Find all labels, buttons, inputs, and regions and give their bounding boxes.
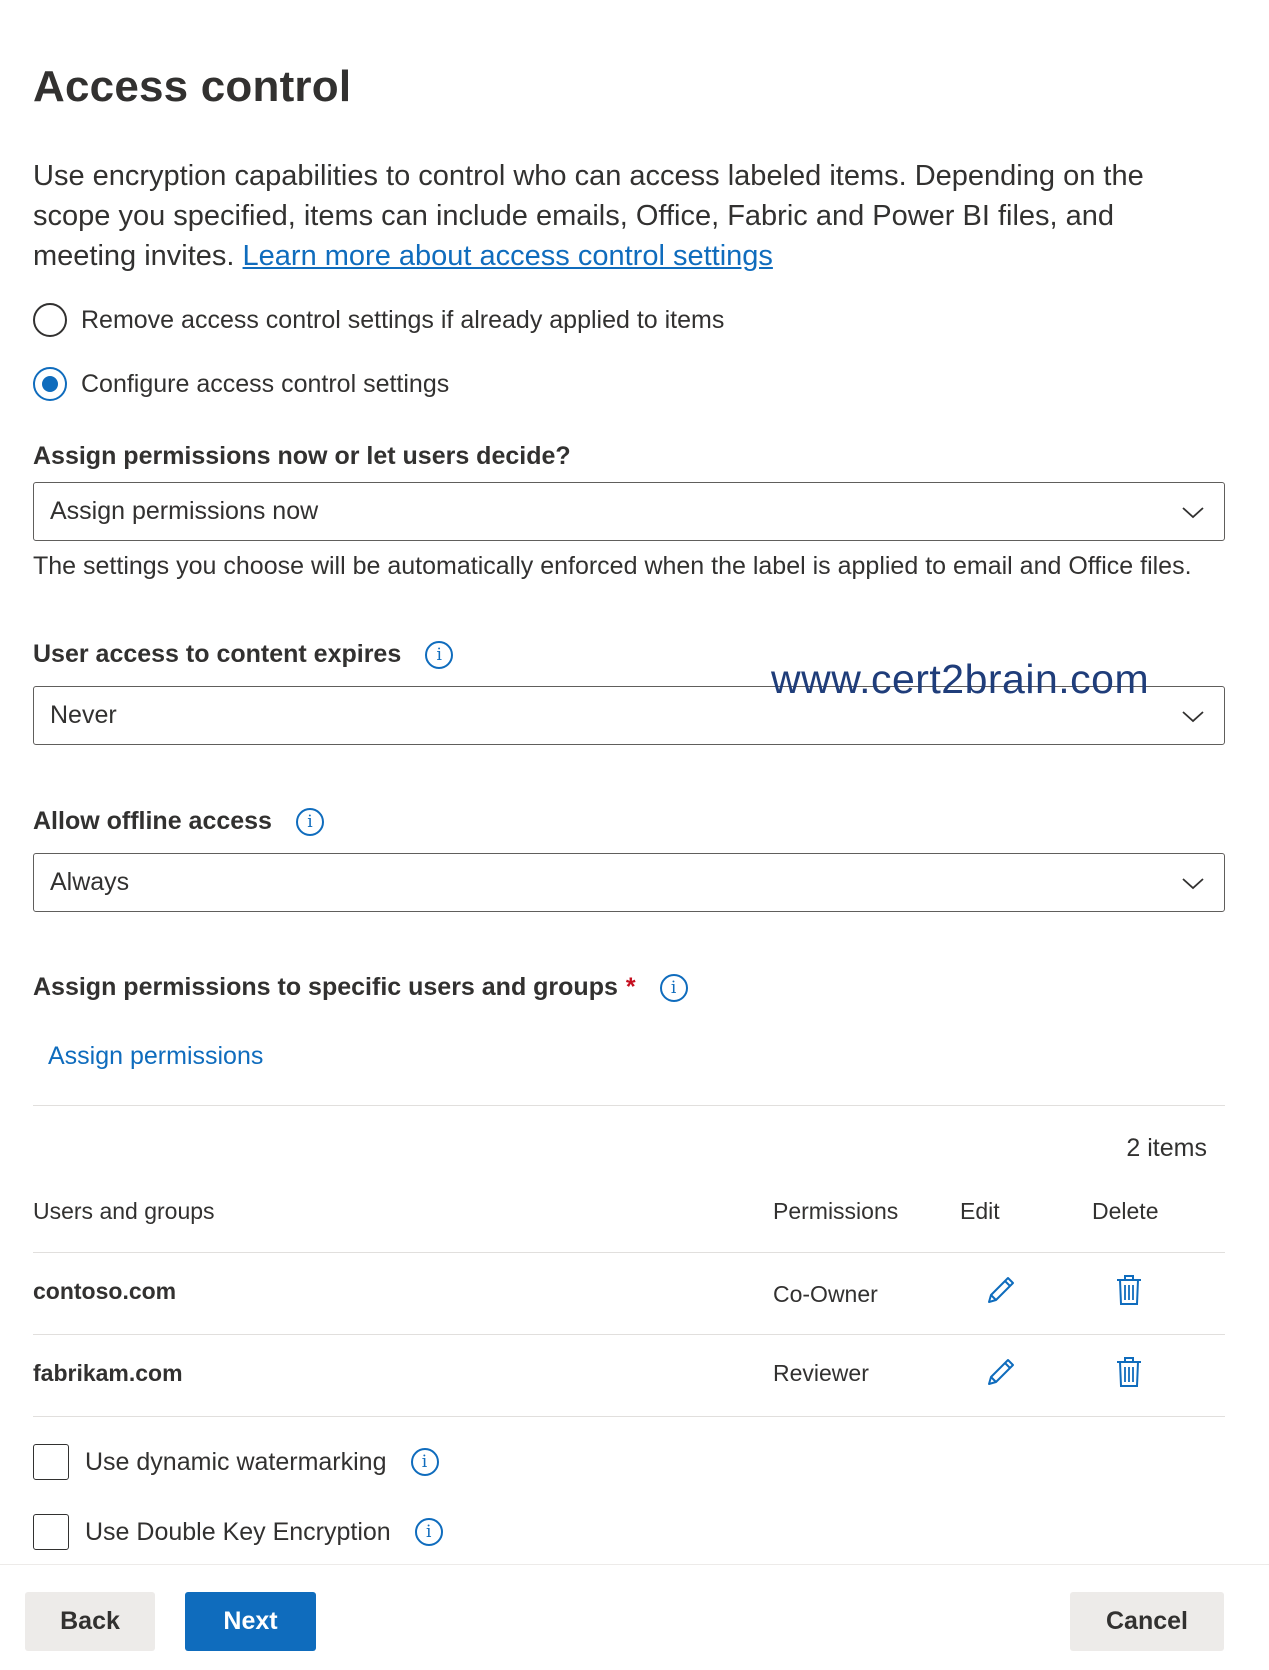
- learn-more-link[interactable]: Learn more about access control settings: [242, 240, 773, 272]
- info-icon[interactable]: i: [425, 641, 453, 669]
- radio-configure-settings[interactable]: [33, 367, 449, 401]
- chevron-down-icon: [1180, 870, 1206, 896]
- assign-mode-dropdown[interactable]: [33, 482, 1225, 541]
- radio-label-configure: Configure access control settings: [81, 369, 450, 398]
- page-title: Access control: [33, 62, 352, 111]
- dynamic-watermarking-checkbox[interactable]: [33, 1444, 69, 1480]
- offline-label: [33, 807, 324, 836]
- offline-dropdown[interactable]: [33, 853, 1225, 912]
- assign-permissions-link[interactable]: Assign permissions: [48, 1042, 264, 1070]
- footer-divider: [0, 1564, 1269, 1565]
- description-text: Use encryption capabilities to control who can access labeled items. Depending on the scope you specified, items can include emails, Office, Fabric and Power BI files, and meeting invites.: [33, 160, 1144, 272]
- row-permission: Reviewer: [773, 1360, 869, 1386]
- expiry-value: Never: [50, 701, 117, 729]
- expiry-label-text: User access to content expires: [33, 640, 402, 668]
- offline-value: Always: [50, 868, 130, 896]
- divider: [33, 1105, 1225, 1106]
- assign-mode-value: Assign permissions now: [50, 497, 319, 525]
- chevron-down-icon: [1180, 499, 1206, 525]
- chevron-down-icon: [1180, 703, 1206, 729]
- radio-remove-settings[interactable]: [33, 303, 724, 337]
- radio-button-configure[interactable]: [33, 367, 67, 401]
- double-key-encryption-checkbox[interactable]: [33, 1514, 69, 1550]
- watermark-text: www.cert2brain.com: [771, 656, 1150, 702]
- info-icon[interactable]: i: [296, 808, 324, 836]
- row-user: fabrikam.com: [33, 1360, 183, 1386]
- pencil-icon[interactable]: [983, 1354, 1019, 1390]
- column-header-edit: Edit: [960, 1198, 1000, 1224]
- trash-icon[interactable]: [1111, 1272, 1147, 1308]
- back-button[interactable]: Back: [25, 1592, 155, 1651]
- row-user: contoso.com: [33, 1278, 177, 1304]
- info-icon[interactable]: i: [660, 974, 688, 1002]
- divider: [33, 1334, 1225, 1335]
- permissions-section-label: [33, 973, 688, 1002]
- info-icon[interactable]: i: [411, 1448, 439, 1476]
- trash-icon[interactable]: [1111, 1354, 1147, 1390]
- next-button[interactable]: Next: [185, 1592, 316, 1651]
- pencil-icon[interactable]: [983, 1272, 1019, 1308]
- assign-mode-label-text: Assign permissions now or let users decide?: [33, 442, 571, 470]
- page-description: [33, 156, 1223, 276]
- permissions-section-label-text: Assign permissions to specific users and groups: [33, 973, 618, 1001]
- radio-button-remove[interactable]: [33, 303, 67, 337]
- expiry-label: [33, 640, 453, 669]
- radio-label-remove: Remove access control settings if already applied to items: [81, 305, 725, 334]
- column-header-users: Users and groups: [33, 1198, 215, 1224]
- dynamic-watermarking-label: Use dynamic watermarking: [85, 1447, 387, 1476]
- cancel-button[interactable]: Cancel: [1070, 1592, 1224, 1651]
- assign-mode-label: [33, 442, 571, 471]
- info-icon[interactable]: i: [415, 1518, 443, 1546]
- double-key-encryption-label: Use Double Key Encryption: [85, 1517, 391, 1546]
- double-key-encryption-option[interactable]: [33, 1514, 443, 1550]
- column-header-delete: Delete: [1092, 1198, 1159, 1224]
- dynamic-watermarking-option[interactable]: [33, 1444, 439, 1480]
- required-mark: *: [625, 973, 636, 1001]
- column-header-permissions: Permissions: [773, 1198, 899, 1224]
- row-permission: Co-Owner: [773, 1281, 878, 1307]
- items-count: 2 items: [1126, 1134, 1207, 1162]
- divider: [33, 1252, 1225, 1253]
- assign-mode-helper: The settings you choose will be automatically enforced when the label is applied to email and Office files.: [33, 552, 1192, 580]
- divider: [33, 1416, 1225, 1417]
- offline-label-text: Allow offline access: [33, 807, 272, 835]
